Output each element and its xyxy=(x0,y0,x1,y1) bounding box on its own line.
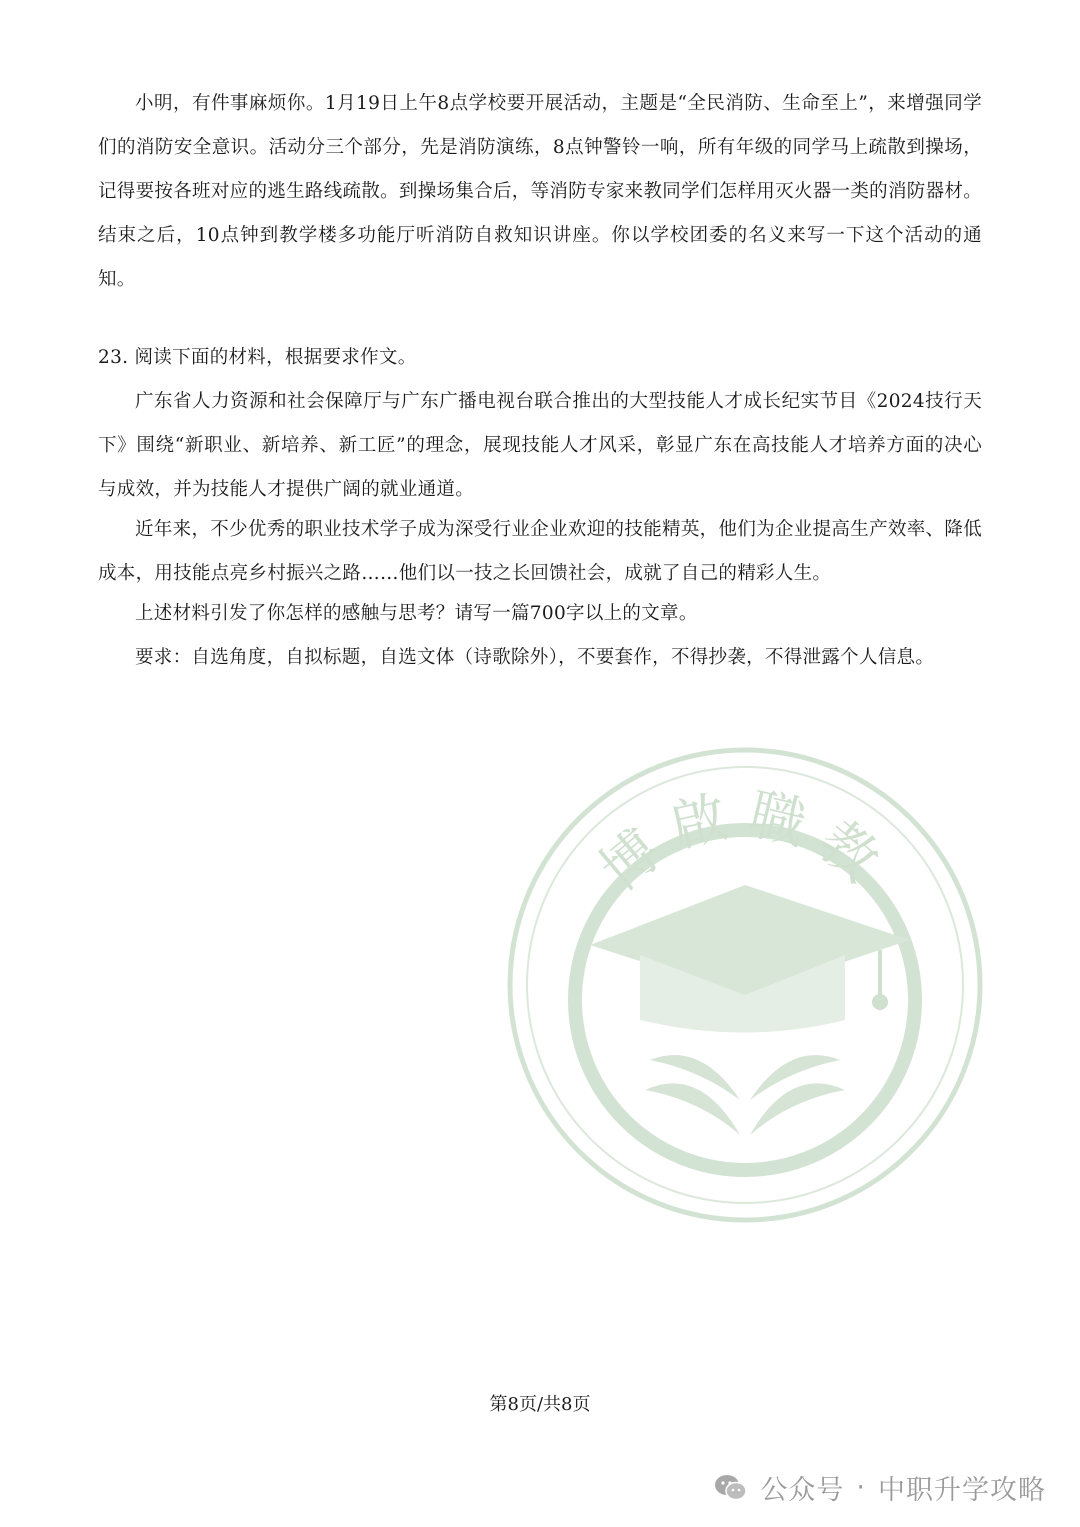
question-material-paragraph-2: 近年来，不少优秀的职业技术学子成为深受行业企业欢迎的技能精英，他们为企业提高生产效率、降低成本，用技能点亮乡村振兴之路……他们以一技之长回馈社会，成就了自己的精彩人生。 xyxy=(98,519,982,584)
question-requirements: 要求：自选角度，自拟标题，自选文体（诗歌除外），不要套作，不得抄袭，不得泄露个人信息。 xyxy=(135,647,935,668)
task-paragraph: 小明，有件事麻烦你。1月19日上午8点学校要开展活动，主题是“全民消防、生命至上”，来增强同学们的消防安全意识。活动分三个部分，先是消防演练，8点钟警铃一响，所有年级的同学马上疏散到操场，记得要按各班对应的逃生路线疏散。到操场集合后，等消防专家来教同学们怎样用灭火器一类的消防器材。结束之后，10点钟到教学楼多功能厅听消防自救知识讲座。你以学校团委的名义来写一下这个活动的通知。 xyxy=(98,93,982,290)
page-number: 第8页/共8页 xyxy=(489,1394,591,1415)
wechat-icon xyxy=(714,1473,748,1503)
watermark-prefix: 公众号 xyxy=(760,1475,845,1506)
question-material-paragraph-1: 广东省人力资源和社会保障厅与广东广播电视台联合推出的大型技能人才成长纪实节目《2024技行天下》围绕“新职业、新培养、新工匠”的理念，展现技能人才风采，彰显广东在高技能人才培养方面的决心与成效，并为技能人才提供广阔的就业通道。 xyxy=(98,391,982,500)
question-title: 23. 阅读下面的材料，根据要求作文。 xyxy=(98,347,417,368)
seal-text: 博啟職教 xyxy=(588,781,902,904)
question-prompt: 上述材料引发了你怎样的感触与思考？请写一篇700字以上的文章。 xyxy=(135,603,698,624)
wechat-account-watermark xyxy=(714,1468,1046,1507)
watermark-account-name: 中职升学攻略 xyxy=(878,1475,1046,1506)
school-seal-logo xyxy=(500,740,990,1230)
watermark-separator: · xyxy=(856,1472,866,1503)
